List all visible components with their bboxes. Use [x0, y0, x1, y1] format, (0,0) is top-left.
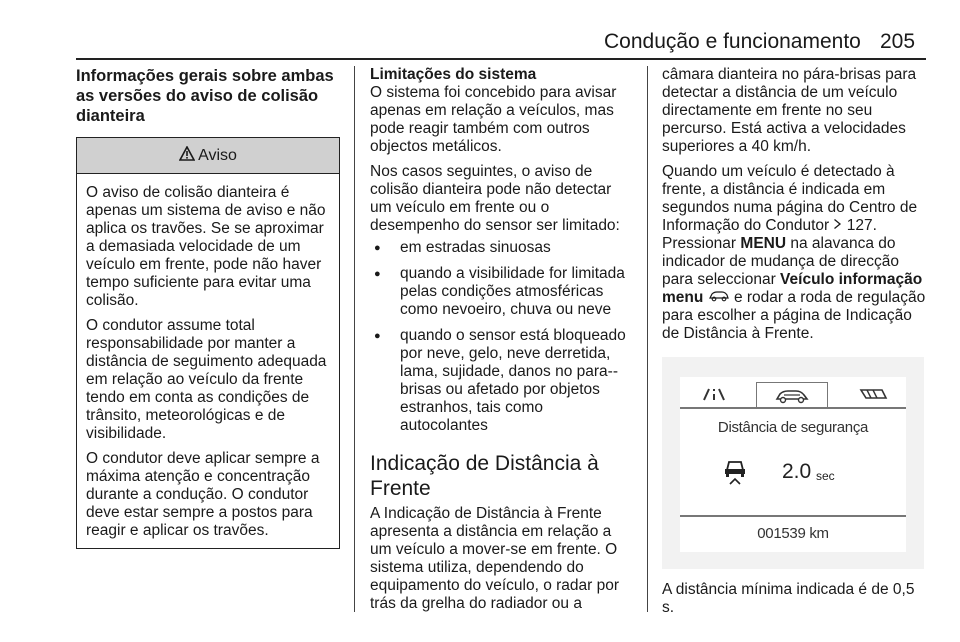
warning-box-body	[77, 174, 339, 548]
section-heading: Indicação de Distância à Frente	[370, 452, 599, 500]
warning-heading: Aviso	[198, 146, 237, 164]
column-left	[76, 66, 340, 549]
cases-intro: Nos casos seguintes, o aviso de colisão dianteira pode não detectar um veículo em frente ou o desempenho do sensor ser limitado:	[370, 163, 620, 234]
paragraph: câmara dianteira no pára-brisas para detectar a distância de um veículo directamente em frente no seu percurso. Está activa a velocidades superiores a 40 km/h.	[662, 66, 917, 155]
warning-paragraph: O condutor assume total responsabilidade por manter a distância de seguimento adequada em relação ao veículo da frente tendo em conta as condições de trânsito, meteorológicas e de visibilidade.	[86, 317, 327, 442]
tab-settings	[844, 382, 902, 406]
driver-info-display-figure	[662, 357, 924, 569]
warning-box	[76, 137, 340, 549]
following-distance-icon	[722, 457, 748, 487]
display-tab-row	[680, 382, 906, 410]
warning-paragraph: O condutor deve aplicar sempre a máxima atenção e concentração durante a condução. O condutor deve estar sempre a postos para reagir e aplicar os travões.	[86, 450, 320, 539]
limitations-intro: O sistema foi concebido para avisar apenas em relação a veículos, mas pode reagir também com outros objectos metálicos.	[370, 84, 617, 155]
display-screen	[680, 377, 906, 552]
warning-triangle-icon	[179, 146, 195, 166]
car-icon	[774, 388, 810, 404]
page-ref-arrow-icon	[833, 217, 842, 235]
section-title: Informações gerais sobre ambas as versões do aviso de colisão dianteira	[76, 67, 334, 125]
distance-unit: sec	[816, 469, 835, 484]
column-divider-left	[354, 66, 355, 612]
tab-vehicle	[756, 382, 828, 409]
list-item: ● quando o sensor está bloqueado por neve, gelo, neve derretida, lama, sujidade, danos no para--brisas ou afetado por objetos estranhos, tais como autocolantes	[370, 327, 635, 435]
vehicle-info-menu-label: Veículo informação menu	[662, 271, 923, 307]
page-reference[interactable]: 127.	[846, 217, 877, 235]
paragraph-text: na alavanca do indicador de mudança de direcção para seleccionar	[662, 235, 899, 289]
limitations-title: Limitações do sistema	[370, 66, 537, 83]
warning-paragraph: O aviso de colisão dianteira é apenas um sistema de aviso e não aplica os travões. Se se aproximar a demasiada velocidade de um veículo em frente, pode não haver tempo suficiente para evitar uma colisão.	[86, 184, 326, 309]
warning-box-header	[77, 138, 339, 174]
odometer-reading: 001539 km	[757, 525, 829, 543]
list-item: ● em estradas sinuosas	[370, 239, 635, 257]
display-divider	[680, 515, 906, 517]
distance-value: 2.0	[782, 460, 812, 484]
road-info-icon	[699, 386, 729, 402]
display-title: Distância de segurança	[717, 419, 869, 437]
column-right	[662, 66, 928, 617]
header-divider	[76, 58, 926, 60]
vehicle-info-menu-icon	[708, 289, 730, 307]
limitations-list	[370, 239, 635, 435]
figure-caption: A distância mínima indicada é de 0,5 s.	[662, 581, 915, 617]
paragraph	[662, 163, 928, 343]
settings-icon	[858, 387, 888, 401]
running-header-title: Condução e funcionamento	[604, 30, 861, 53]
list-item: ● quando a visibilidade for limitada pelas condições atmosféricas como nevoeiro, chuva ou neve	[370, 265, 635, 319]
menu-key-label: MENU	[740, 235, 787, 253]
paragraph-text: e rodar a roda de regulação para escolher a página de Indicação de Distância à Frente.	[662, 289, 926, 343]
paragraph-text: Quando um veículo é detectado à frente, a distância é indicada em segundos numa página do Centro de Informação do Condutor	[662, 163, 918, 235]
heading-paragraph: A Indicação de Distância à Frente apresenta a distância em relação a um veículo a mover-se em frente. O sistema utiliza, dependendo do equipamento do veículo, o radar por trás da grelha do radiador ou a	[370, 505, 620, 612]
paragraph-text: Pressionar	[662, 235, 741, 253]
page-number: 205	[880, 30, 916, 53]
tab-divider	[680, 407, 906, 409]
column-middle	[370, 66, 635, 613]
page-header	[0, 0, 960, 58]
tab-service	[684, 382, 744, 406]
column-divider-right	[647, 66, 648, 612]
